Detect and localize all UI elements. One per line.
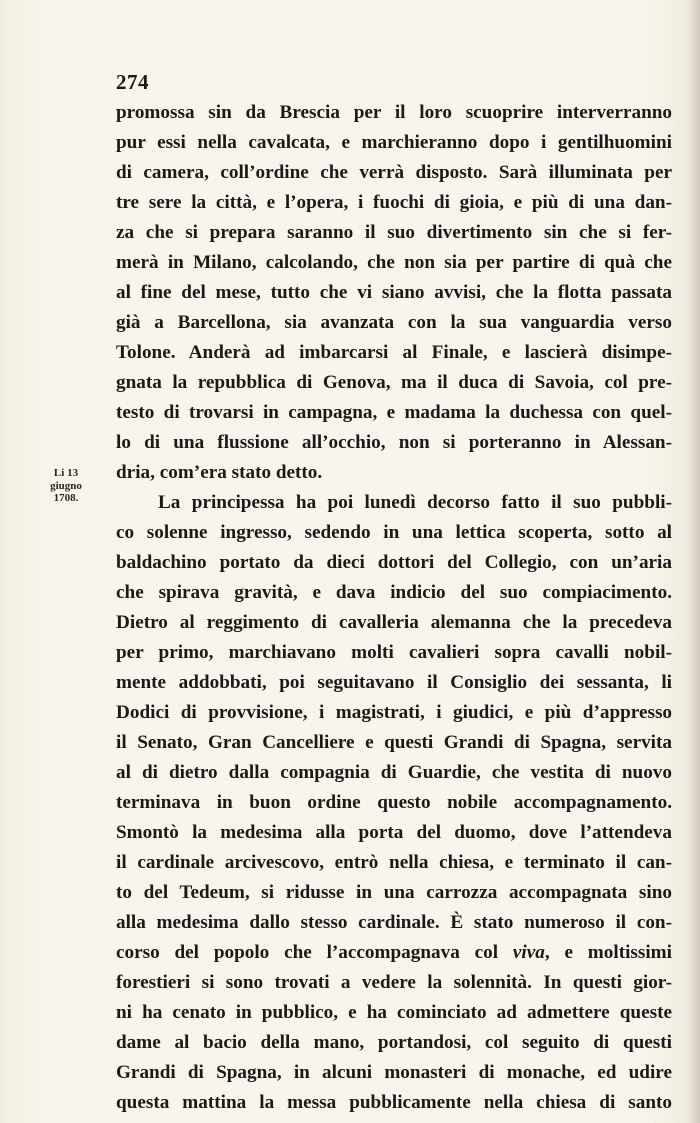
text-line: Dietro al reggimento di cavalleria alemanna che la precedeva [116,612,672,633]
text-line: to del Tedeum, si ridusse in una carrozza accompagnata sino [116,882,672,903]
text-line: alla medesima dallo stesso cardinale. È stato numeroso il con- [116,912,672,933]
text-line: merà in Milano, calcolando, che non sia per partire di quà che [116,252,672,273]
text-line: dria, com’era stato detto. [116,462,323,483]
text-line: promossa sin da Brescia per il loro scuoprire interverranno [116,102,672,123]
margin-date-note [40,467,92,505]
text-line: al di dietro dalla compagnia di Guardie, che vestita di nuovo [116,762,672,783]
page-edge-shadow [686,0,700,1123]
text-line: il cardinale arcivescovo, entrò nella chiesa, e terminato il can- [116,852,672,873]
text-line: Dodici di provvisione, i magistrati, i giudici, e più d’appresso [116,702,672,723]
margin-note-line: giugno [50,479,82,492]
margin-note-line: Li 13 [53,467,79,479]
text-line: tre sere la città, e l’opera, i fuochi di gioia, e più di una dan- [116,192,672,213]
text-line: Tolone. Anderà ad imbarcarsi al Finale, e lascierà disimpe- [116,342,672,363]
text-line: corso del popolo che l’accompagnava col viva, e moltissimi [116,942,672,963]
text-line: ni ha cenato in pubblico, e ha cominciato ad admettere queste [116,1002,672,1023]
text-line: baldachino portato da dieci dottori del Collegio, con un’aria [116,552,672,573]
text-line: al fine del mese, tutto che vi siano avvisi, che la flotta passata [116,282,672,303]
text-line: gnata la repubblica di Genova, ma il duca di Savoia, col pre- [116,372,672,393]
text-line: terminava in buon ordine questo nobile accompagnamento. [116,792,672,813]
text-line: lo di una flussione all’occhio, non si porteranno in Alessan- [116,432,672,453]
body-text [116,98,672,1118]
text-line: dame al bacio della mano, portandosi, col seguito di questi [116,1032,672,1053]
text-line: questa mattina la messa pubblicamente nella chiesa di santo [116,1092,672,1113]
text-line: già a Barcellona, sia avanzata con la sua vanguardia verso [116,312,672,333]
text-line: testo di trovarsi in campagna, e madama la duchessa con quel- [116,402,672,423]
text-line: di camera, coll’ordine che verrà disposto. Sarà illuminata per [116,162,672,183]
text-line: La principessa ha poi lunedì decorso fatto il suo pubbli- [158,492,672,513]
margin-note-line: 1708. [53,492,79,504]
text-line: co solenne ingresso, sedendo in una lettica scoperta, sotto al [116,522,672,543]
text-line: mente addobbati, poi seguitavano il Consiglio dei sessanta, li [116,672,672,693]
page-number: 274 [116,70,149,94]
text-line: che spirava gravità, e dava indicio del suo compiacimento. [116,582,672,603]
text-line: za che si prepara saranno il suo divertimento sin che si fer- [116,222,672,243]
text-line: forestieri si sono trovati a vedere la solennità. In questi gior- [116,972,672,993]
text-line: Smontò la medesima alla porta del duomo, dove l’attendeva [116,822,672,843]
text-line: pur essi nella cavalcata, e marchieranno dopo i gentilhuomini [116,132,672,153]
text-line: Grandi di Spagna, in alcuni monasteri di monache, ed udire [116,1062,672,1083]
text-line: il Senato, Gran Cancelliere e questi Grandi di Spagna, servita [116,732,672,753]
text-line: per primo, marchiavano molti cavalieri sopra cavalli nobil- [116,642,672,663]
